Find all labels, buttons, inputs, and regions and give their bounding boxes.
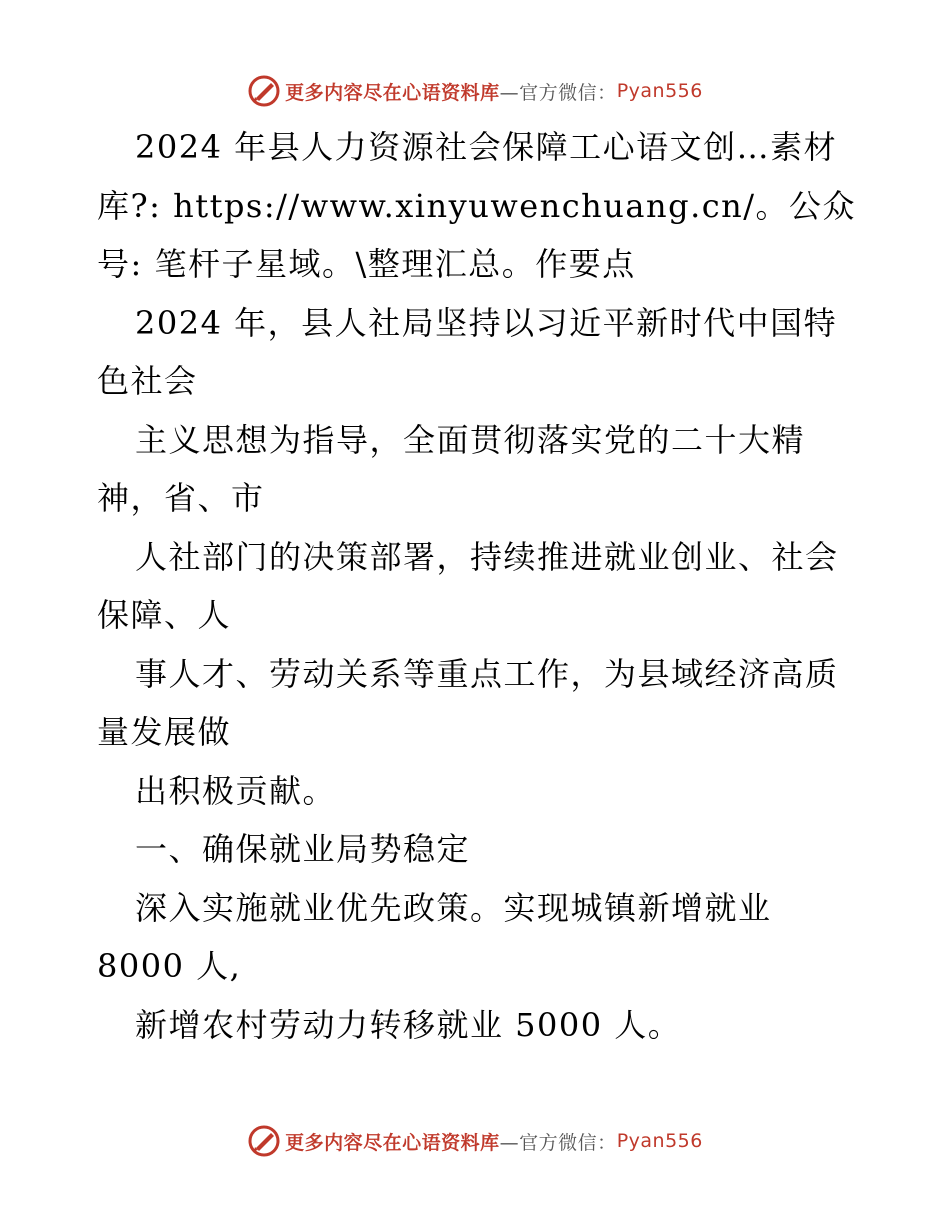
text-line: 事人才、劳动关系等重点工作，为县域经济高质	[135, 654, 839, 693]
document-body	[97, 118, 857, 1054]
text-line: 库?: https://www.xinyuwenchuang.cn/。公众	[97, 186, 857, 225]
text-line: 神，省、市	[97, 479, 265, 517]
banner-wechat-id: Pyan556	[616, 1130, 703, 1152]
text-line: 8000 人,	[97, 947, 242, 985]
text-line: 保障、人	[97, 596, 232, 634]
text-line: 新增农村劳动力转移就业 5000 人。	[135, 1005, 682, 1044]
text-line: 主义思想为指导，全面贯彻落实党的二十大精	[135, 420, 806, 459]
banner-brand-text: 更多内容尽在心语资料库	[285, 1131, 500, 1154]
banner-brand-text: 更多内容尽在心语资料库	[285, 81, 500, 104]
text-line: 人社部门的决策部署，持续推进就业创业、社会	[135, 537, 839, 576]
text-line: 量发展做	[97, 713, 232, 751]
banner-label-text: —官方微信：	[499, 1131, 617, 1154]
text-line: 2024 年，县人社局坚持以习近平新时代中国特	[135, 303, 838, 342]
quill-seal-icon	[247, 1124, 281, 1158]
quill-seal-icon	[247, 74, 281, 108]
text-line: 深入实施就业优先政策。实现城镇新增就业	[135, 888, 772, 927]
banner-label-text: —官方微信：	[499, 81, 617, 104]
text-line: 号: 笔杆子星域。\整理汇总。作要点	[97, 245, 636, 283]
text-line: 出积极贡献。	[135, 771, 337, 810]
section-heading: 一、确保就业局势稳定	[135, 830, 471, 868]
text-line: 2024 年县人力资源社会保障工心语文创…素材	[135, 128, 838, 166]
header-banner	[0, 71, 950, 111]
footer-banner	[0, 1121, 950, 1161]
text-line: 色社会	[97, 362, 198, 400]
banner-wechat-id: Pyan556	[616, 80, 703, 102]
